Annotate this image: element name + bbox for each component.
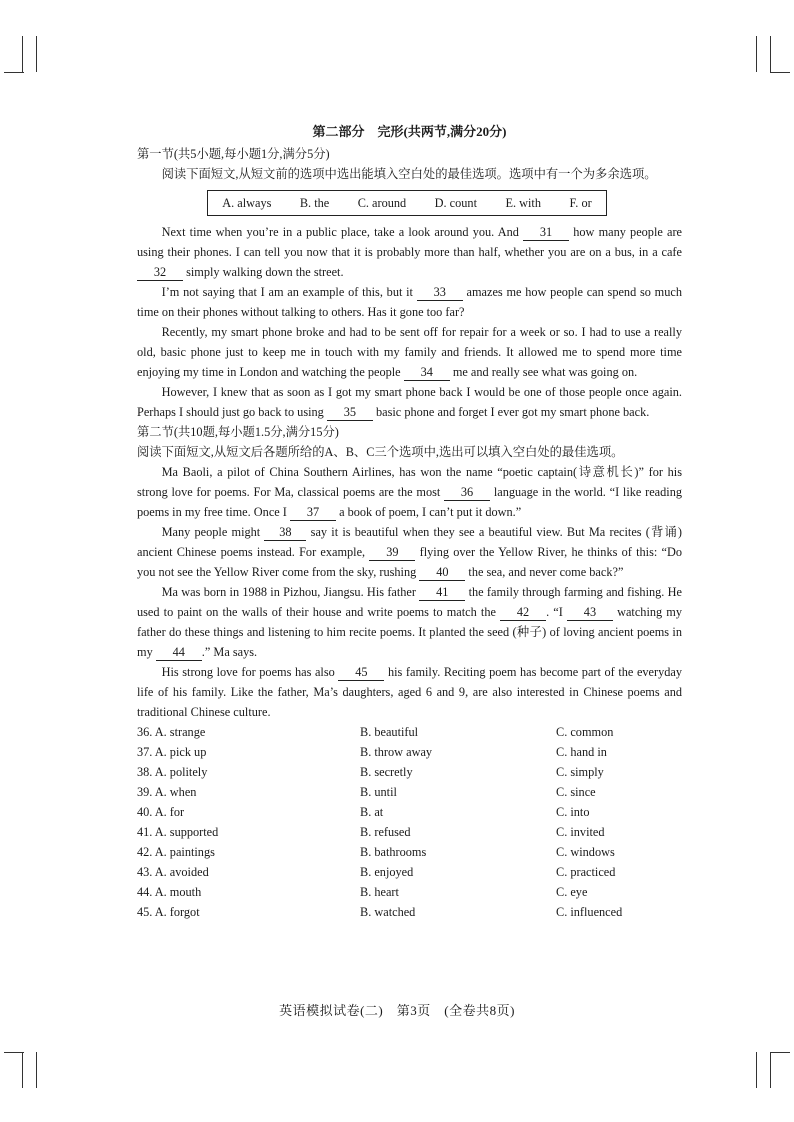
blank-44[interactable]: 44 xyxy=(156,645,202,661)
page-footer: 英语模拟试卷(二) 第3页 (全卷共8页) xyxy=(279,1003,515,1018)
blank-42[interactable]: 42 xyxy=(500,605,546,621)
option-b[interactable]: B. at xyxy=(360,805,384,819)
s2-paragraph-3: Ma was born in 1988 in Pizhou, Jiangsu. His father 41 the family through farming and fishing. He used to paint on the walls of their house and write poems to match the 42 . “I 43 watching my father do these things and listening to him recite poems. It planted the seed (种子) of loving ancient poems in my 44 .” Ma says. xyxy=(137,585,682,659)
section2-instruction: 阅读下面短文,从短文后各题所给的A、B、C三个选项中,选出可以填入空白处的最佳选项。 xyxy=(137,445,624,459)
crop-mark-tr-v1 xyxy=(756,36,757,72)
option-b[interactable]: B. refused xyxy=(360,825,411,839)
option-a[interactable]: 39. A. when xyxy=(137,785,197,799)
option-e: E. with xyxy=(505,196,541,210)
option-c[interactable]: C. since xyxy=(556,785,596,799)
option-f: F. or xyxy=(569,196,592,210)
question-row xyxy=(137,862,682,882)
crop-mark-br-v1 xyxy=(756,1052,757,1088)
option-a: A. always xyxy=(222,196,272,210)
blank-33[interactable]: 33 xyxy=(417,285,463,301)
crop-mark-tl-v2 xyxy=(36,36,37,72)
section1-instruction: 阅读下面短文,从短文前的选项中选出能填入空白处的最佳选项。选项中有一个为多余选项。 xyxy=(161,167,657,181)
blank-35[interactable]: 35 xyxy=(327,405,373,421)
question-row xyxy=(137,842,682,862)
option-a[interactable]: 43. A. avoided xyxy=(137,865,209,879)
option-c[interactable]: C. invited xyxy=(556,825,605,839)
blank-34[interactable]: 34 xyxy=(404,365,450,381)
option-a[interactable]: 44. A. mouth xyxy=(137,885,202,899)
option-c[interactable]: C. practiced xyxy=(556,865,616,879)
crop-mark-tr-v2 xyxy=(770,36,771,72)
blank-36[interactable]: 36 xyxy=(444,485,490,501)
blank-41[interactable]: 41 xyxy=(419,585,465,601)
question-row xyxy=(137,802,682,822)
question-row xyxy=(137,822,682,842)
s2-paragraph-1: Ma Baoli, a pilot of China Southern Airlines, has won the name “poetic captain(诗意机长)” for his strong love for poems. For Ma, classical poems are the most 36 language in the world. “I like reading poems in my free time. Once I 37 a book of poem, I can’t put it down.” xyxy=(137,465,682,519)
question-row xyxy=(137,722,682,742)
option-d: D. count xyxy=(434,196,477,210)
crop-mark-tl-h xyxy=(4,72,24,73)
part-title: 第二部分 完形(共两节,满分20分) xyxy=(312,124,507,139)
s2-paragraph-2: Many people might 38 say it is beautiful when they see a beautiful view. But Ma recites (背诵) ancient Chinese poems instead. For example, 39 flying over the Yellow River, he thinks of this: “Do you not see the Yellow River come from the sky, rushing 40 the sea, and never come back?” xyxy=(137,525,683,579)
blank-43[interactable]: 43 xyxy=(567,605,613,621)
blank-31[interactable]: 31 xyxy=(523,225,569,241)
option-c[interactable]: C. simply xyxy=(556,765,604,779)
s1-paragraph-1: Next time when you’re in a public place, take a look around you. And 31 how many people are using their phones. I can tell you now that it is probably more than half, whether you are on a bus, in a cafe 32 simply walking down the street. xyxy=(137,225,682,279)
option-a[interactable]: 45. A. forgot xyxy=(137,905,200,919)
option-a[interactable]: 41. A. supported xyxy=(137,825,219,839)
crop-mark-bl-v2 xyxy=(36,1052,37,1088)
option-c[interactable]: C. into xyxy=(556,805,590,819)
crop-mark-bl-v1 xyxy=(22,1052,23,1088)
s1-paragraph-2: I’m not saying that I am an example of this, but it 33 amazes me how people can spend so much time on their phones without talking to others. Has it gone too far? xyxy=(137,285,683,319)
option-b[interactable]: B. secretly xyxy=(360,765,413,779)
option-b[interactable]: B. until xyxy=(360,785,397,799)
option-c[interactable]: C. influenced xyxy=(556,905,623,919)
option-a[interactable]: 42. A. paintings xyxy=(137,845,215,859)
question-row xyxy=(137,782,682,802)
blank-45[interactable]: 45 xyxy=(338,665,384,681)
crop-mark-br-v2 xyxy=(770,1052,771,1088)
section1-header: 第一节(共5小题,每小题1分,满分5分) xyxy=(137,147,330,161)
option-b[interactable]: B. throw away xyxy=(360,745,433,759)
option-b[interactable]: B. beautiful xyxy=(360,725,419,739)
option-a[interactable]: 38. A. politely xyxy=(137,765,208,779)
crop-mark-tr-h xyxy=(770,72,790,73)
option-c[interactable]: C. windows xyxy=(556,845,615,859)
option-box xyxy=(207,190,607,216)
crop-mark-bl-h xyxy=(4,1052,24,1053)
option-c: C. around xyxy=(357,196,407,210)
section2-header: 第二节(共10题,每小题1.5分,满分15分) xyxy=(137,425,339,439)
option-b[interactable]: B. watched xyxy=(360,905,416,919)
blank-32[interactable]: 32 xyxy=(137,265,183,281)
crop-mark-tl-v1 xyxy=(22,36,23,72)
question-options xyxy=(137,722,682,922)
option-a[interactable]: 40. A. for xyxy=(137,805,185,819)
s2-paragraph-4: His strong love for poems has also 45 his family. Reciting poem has become part of the everyday life of his family. Like the father, Ma’s daughters, aged 6 and 9, are also interested in Chinese poems and traditional Chinese culture. xyxy=(137,665,683,719)
option-b[interactable]: B. bathrooms xyxy=(360,845,427,859)
exam-page xyxy=(137,122,682,922)
option-a[interactable]: 36. A. strange xyxy=(137,725,206,739)
question-row xyxy=(137,882,682,902)
option-b[interactable]: B. heart xyxy=(360,885,399,899)
question-row xyxy=(137,742,682,762)
option-b[interactable]: B. enjoyed xyxy=(360,865,414,879)
option-c[interactable]: C. common xyxy=(556,725,614,739)
blank-38[interactable]: 38 xyxy=(264,525,306,541)
question-row xyxy=(137,762,682,782)
question-row xyxy=(137,902,682,922)
crop-mark-br-h xyxy=(770,1052,790,1053)
blank-37[interactable]: 37 xyxy=(290,505,336,521)
blank-40[interactable]: 40 xyxy=(419,565,465,581)
option-c[interactable]: C. hand in xyxy=(556,745,607,759)
option-a[interactable]: 37. A. pick up xyxy=(137,745,207,759)
s1-paragraph-4: However, I knew that as soon as I got my smart phone back I would be one of those people once again. Perhaps I should just go back to using 35 basic phone and forget I ever got my smart phone back. xyxy=(137,385,682,419)
option-b: B. the xyxy=(299,196,330,210)
s1-paragraph-3: Recently, my smart phone broke and had to be sent off for repair for a week or so. I had to use a really old, basic phone just to keep me in touch with my family and friends. It allowed me to spend more time enjoying my time in London and watching the people 34 me and really see what was going on. xyxy=(137,325,682,379)
option-c[interactable]: C. eye xyxy=(556,885,588,899)
blank-39[interactable]: 39 xyxy=(369,545,415,561)
